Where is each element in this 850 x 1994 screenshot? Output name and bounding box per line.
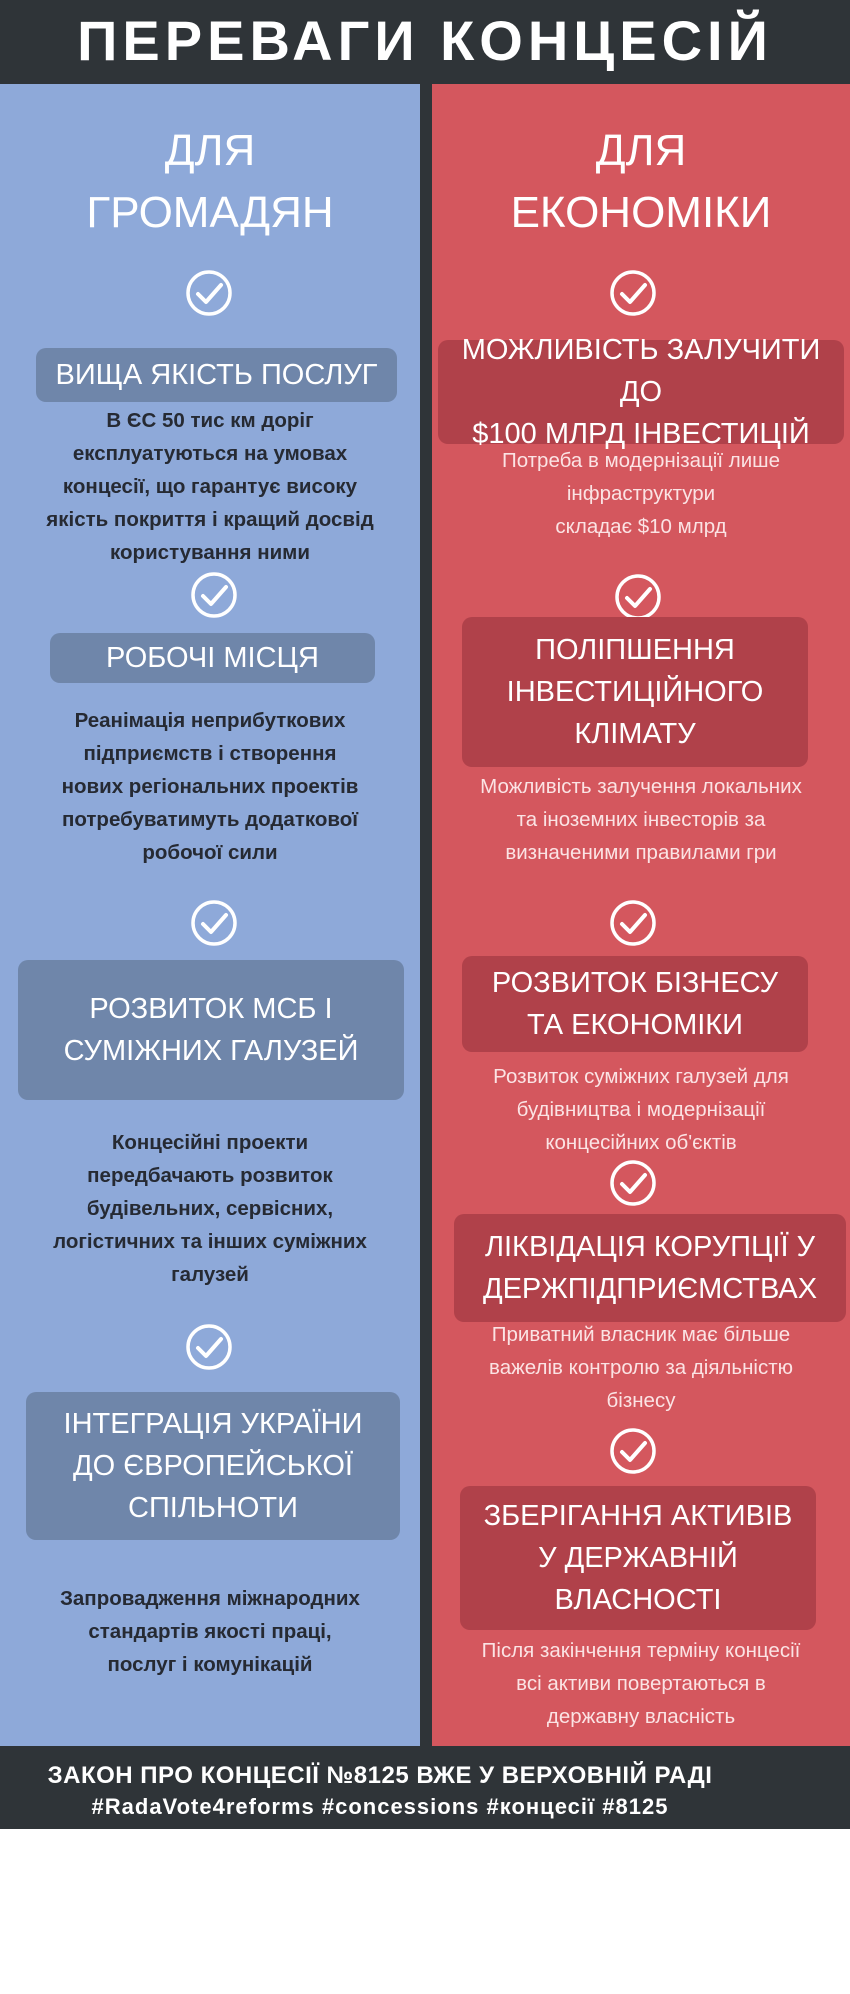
benefit-title-text: ІНТЕГРАЦІЯ УКРАЇНИ ДО ЄВРОПЕЙСЬКОЇ СПІЛЬНОТИ bbox=[63, 1408, 363, 1524]
benefit-description: Можливість залучення локальних та іноземних інвесторів за визначеними правилами гри bbox=[480, 775, 802, 864]
benefit-title bbox=[18, 960, 404, 1100]
benefit-title-text: ВИЩА ЯКІСТЬ ПОСЛУГ bbox=[55, 359, 378, 391]
benefit-description: Реанімація неприбуткових підприємств і створення нових регіональних проектів потребуватимуть додаткової робочої сили bbox=[61, 709, 359, 864]
column-heading-line: ГРОМАДЯН bbox=[86, 188, 334, 237]
check-circle-icon bbox=[608, 1158, 658, 1208]
benefit-description: Приватний власник має більше важелів контролю за діяльністю бізнесу bbox=[489, 1323, 793, 1412]
economy-column bbox=[432, 84, 850, 1746]
benefit-title bbox=[438, 334, 844, 450]
check-circle-icon bbox=[184, 268, 234, 318]
column-heading-line: ЕКОНОМІКИ bbox=[510, 188, 772, 237]
page-title: ПЕРЕВАГИ КОНЦЕСІЙ bbox=[77, 9, 773, 72]
check-circle-icon bbox=[608, 898, 658, 948]
benefit-title-text: РОЗВИТОК БІЗНЕСУ ТА ЕКОНОМІКИ bbox=[491, 967, 779, 1041]
check-circle-icon bbox=[189, 570, 239, 620]
benefit-title-text: РОБОЧІ МІСЦЯ bbox=[106, 642, 319, 674]
benefit-title-text: ЗБЕРІГАННЯ АКТИВІВ У ДЕРЖАВНІЙ ВЛАСНОСТІ bbox=[483, 1500, 793, 1616]
footer-hashtags: #RadaVote4reforms #concessions #концесії #8125 bbox=[91, 1794, 669, 1819]
footer bbox=[0, 1746, 850, 1829]
column-heading-line: ДЛЯ bbox=[595, 126, 687, 175]
title-bar bbox=[0, 0, 850, 82]
benefit-title bbox=[36, 348, 397, 402]
column-heading bbox=[432, 120, 850, 244]
column-heading-line: ДЛЯ bbox=[164, 126, 256, 175]
benefit-title-text: МОЖЛИВІСТЬ ЗАЛУЧИТИ ДО $100 МЛРД ІНВЕСТИЦІЙ bbox=[461, 334, 821, 450]
benefit-title bbox=[462, 617, 808, 767]
benefit-title bbox=[26, 1392, 400, 1540]
benefit-title bbox=[50, 633, 375, 683]
citizens-column bbox=[0, 84, 420, 1746]
check-circle-icon bbox=[608, 1426, 658, 1476]
check-circle-icon bbox=[613, 572, 663, 622]
footer-law-text: ЗАКОН ПРО КОНЦЕСІЇ №8125 ВЖЕ У ВЕРХОВНІЙ РАДІ bbox=[47, 1762, 713, 1789]
check-circle-icon bbox=[189, 898, 239, 948]
benefit-title bbox=[454, 1214, 846, 1322]
benefit-description: Розвиток суміжних галузей для будівництва і модернізації концесійних об'єктів bbox=[493, 1065, 789, 1154]
benefit-title-text: РОЗВИТОК МСБ І СУМІЖНИХ ГАЛУЗЕЙ bbox=[63, 993, 359, 1067]
benefit-title bbox=[462, 956, 808, 1052]
benefit-description: В ЄС 50 тис км доріг експлуатуються на умовах концесії, що гарантує високу якість покриття і кращий досвід користування ними bbox=[46, 409, 374, 564]
benefit-title-text: ЛІКВІДАЦІЯ КОРУПЦІЇ У ДЕРЖПІДПРИЄМСТВАХ bbox=[482, 1231, 818, 1305]
benefit-title-text: ПОЛІПШЕННЯ ІНВЕСТИЦІЙНОГО КЛІМАТУ bbox=[506, 634, 764, 750]
benefit-description: Концесійні проекти передбачають розвиток будівельних, сервісних, логістичних та інших суміжних галузей bbox=[53, 1131, 367, 1286]
column-heading bbox=[0, 120, 420, 244]
benefit-description: Після закінчення терміну концесії всі активи повертаються в державну власність bbox=[481, 1639, 801, 1728]
check-circle-icon bbox=[184, 1322, 234, 1372]
benefit-description: Запровадження міжнародних стандартів якості праці, послуг і комунікацій bbox=[60, 1587, 360, 1676]
benefit-description: Потреба в модернізації лише інфраструктури складає $10 млрд bbox=[501, 449, 781, 538]
benefit-title bbox=[460, 1486, 816, 1630]
check-circle-icon bbox=[608, 268, 658, 318]
